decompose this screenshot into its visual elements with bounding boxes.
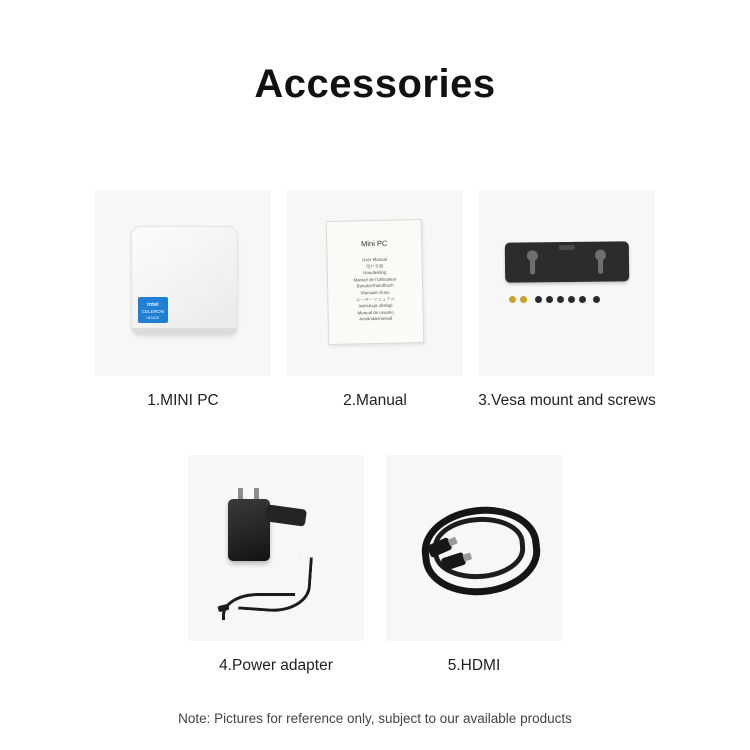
screw-black xyxy=(568,296,575,303)
accessory-caption-vesa-mount: 3.Vesa mount and screws xyxy=(478,392,656,409)
power-adapter-icon xyxy=(228,499,270,561)
accessory-item-hdmi xyxy=(386,455,562,675)
manual-language-list xyxy=(327,256,422,324)
vesa-slot xyxy=(598,257,603,274)
manual-line: User Manual xyxy=(362,256,388,263)
manual-line: Handleiding xyxy=(363,269,387,276)
manual-line: ユーザーマニュアル xyxy=(355,296,396,302)
accessory-caption-power-adapter: 4.Power adapter xyxy=(219,657,333,674)
screw-black xyxy=(593,296,600,303)
vesa-notch xyxy=(559,245,575,250)
accessory-caption-mini-pc: 1.MINI PC xyxy=(147,392,219,409)
accessory-item-vesa-mount xyxy=(479,190,655,410)
manual-title: Mini PC xyxy=(360,238,388,249)
accessory-caption-hdmi: 5.HDMI xyxy=(447,657,501,674)
badge-line-3: INSIDE xyxy=(146,316,160,320)
intel-celeron-badge xyxy=(138,297,168,323)
accessory-item-power-adapter xyxy=(188,455,364,675)
manual-icon xyxy=(326,219,425,345)
mini-pc-thumbnail xyxy=(95,190,271,376)
mini-pc-icon xyxy=(131,226,238,336)
screw-gold xyxy=(509,296,516,303)
badge-line-1: intel xyxy=(147,302,159,308)
manual-line: Instrukcja obsługi xyxy=(358,302,393,309)
accessory-item-mini-pc xyxy=(95,190,271,410)
accessory-item-manual xyxy=(287,190,463,410)
adapter-cable-loop xyxy=(222,593,295,620)
manual-line: Manuale d'uso xyxy=(360,289,390,296)
manual-line: Manual de usuario xyxy=(357,309,394,316)
footer-note: Note: Pictures for reference only, subject to our available products xyxy=(178,711,572,726)
vesa-mount-thumbnail xyxy=(479,190,655,376)
accessory-caption-manual: 2.Manual xyxy=(343,392,407,409)
adapter-arm xyxy=(265,504,307,526)
screw-black xyxy=(579,296,586,303)
manual-line: Manuel de l'Utilisateur xyxy=(353,276,397,283)
page-title: Accessories xyxy=(254,62,496,106)
power-adapter-thumbnail xyxy=(188,455,364,641)
accessories-row-1 xyxy=(95,190,655,410)
vesa-slot xyxy=(530,257,535,274)
screw-black xyxy=(546,296,553,303)
manual-line: Benutzerhandbuch xyxy=(356,282,394,289)
screw-black xyxy=(535,296,542,303)
badge-line-2: CELERON xyxy=(141,309,165,314)
accessories-row-2 xyxy=(188,455,562,675)
manual-line: 用户手册 xyxy=(365,263,384,269)
vesa-mount-icon xyxy=(505,241,629,282)
screws-group xyxy=(509,294,629,306)
screw-black xyxy=(557,296,564,303)
manual-thumbnail xyxy=(287,190,463,376)
manual-line: Användarmanual xyxy=(359,315,393,322)
screw-gold xyxy=(520,296,527,303)
hdmi-thumbnail xyxy=(386,455,562,641)
